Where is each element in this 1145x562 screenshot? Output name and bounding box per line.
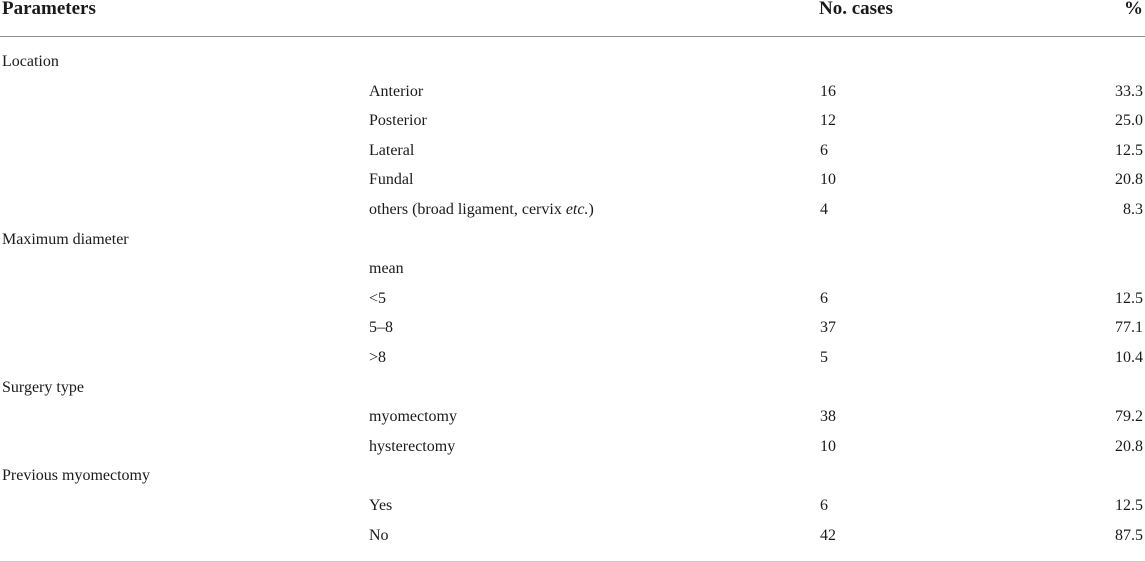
row-sub-label (369, 254, 404, 284)
row-group-label: Location (2, 53, 59, 70)
table-row (0, 254, 1145, 284)
row-cases: 5 (820, 348, 828, 366)
row-sub-label (369, 491, 392, 521)
row-percent: 12.5 (1115, 496, 1143, 514)
row-sub-label-italic: etc. (565, 200, 589, 218)
row-sub-label (369, 136, 414, 166)
table-row (0, 432, 1145, 462)
row-cases: 10 (820, 437, 836, 455)
table-row (0, 343, 1145, 373)
table-row (0, 47, 1145, 77)
table-row (0, 195, 1145, 225)
row-percent: 33.3 (1115, 82, 1143, 100)
header-parameters: Parameters (2, 0, 96, 19)
row-percent: 20.8 (1115, 171, 1143, 189)
row-sub-label-text: <5 (369, 289, 387, 307)
row-cases: 16 (820, 82, 836, 100)
row-percent: 77.1 (1115, 319, 1143, 337)
row-cases: 4 (820, 200, 828, 218)
row-sub-label-text: Posterior (369, 112, 427, 130)
table-row (0, 461, 1145, 491)
row-percent: 87.5 (1115, 526, 1143, 544)
row-group-label: Surgery type (2, 378, 84, 396)
row-sub-label (369, 165, 413, 195)
row-sub-label (369, 313, 393, 343)
row-sub-label-text: Lateral (369, 141, 415, 159)
row-sub-label-text: myomectomy (369, 408, 457, 426)
table-row (0, 165, 1145, 195)
row-percent: 10.4 (1115, 348, 1143, 366)
row-sub-label-text: Fundal (369, 171, 414, 189)
row-sub-label-text: mean (369, 260, 404, 278)
row-cases: 6 (820, 289, 828, 307)
table-header (0, 0, 1145, 37)
row-sub-label-tail: ) (588, 200, 594, 218)
row-group-label: Maximum diameter (2, 230, 129, 248)
row-percent: 79.2 (1115, 408, 1143, 426)
table-body (0, 47, 1145, 550)
row-cases: 10 (820, 171, 836, 189)
row-sub-label (369, 343, 386, 373)
table-row (0, 373, 1145, 403)
table-row (0, 106, 1145, 136)
table-row (0, 136, 1145, 166)
row-sub-label-text: No (369, 526, 389, 544)
row-sub-label-text: >8 (369, 348, 387, 366)
row-sub-label (369, 195, 594, 225)
table-row (0, 521, 1145, 551)
row-percent: 12.5 (1115, 141, 1143, 159)
row-cases: 38 (820, 408, 836, 426)
row-cases: 12 (820, 112, 836, 130)
row-percent: 20.8 (1115, 437, 1143, 455)
row-sub-label-text: Anterior (369, 82, 424, 100)
table-row (0, 402, 1145, 432)
table-row (0, 491, 1145, 521)
row-percent: 8.3 (1123, 200, 1143, 218)
row-sub-label (369, 432, 455, 462)
row-sub-label-text: Yes (369, 496, 393, 514)
row-cases: 37 (820, 319, 836, 337)
table-row (0, 284, 1145, 314)
row-cases: 6 (820, 141, 828, 159)
row-cases: 42 (820, 526, 836, 544)
row-sub-label-text: others (broad ligament, cervix (369, 200, 566, 218)
row-percent: 12.5 (1115, 289, 1143, 307)
row-sub-label (369, 521, 389, 551)
row-percent: 25.0 (1115, 112, 1143, 130)
header-percent: % (1124, 0, 1143, 19)
table-row (0, 225, 1145, 255)
header-no-cases: No. cases (819, 0, 893, 19)
row-sub-label (369, 402, 457, 432)
row-sub-label (369, 284, 386, 314)
row-group-label: Previous myomectomy (2, 467, 150, 485)
row-sub-label-text: hysterectomy (369, 437, 456, 455)
row-sub-label (369, 106, 427, 136)
row-sub-label (369, 77, 423, 107)
table-row (0, 313, 1145, 343)
table-row (0, 77, 1145, 107)
row-cases: 6 (820, 496, 828, 514)
row-sub-label-text: 5–8 (369, 319, 393, 337)
